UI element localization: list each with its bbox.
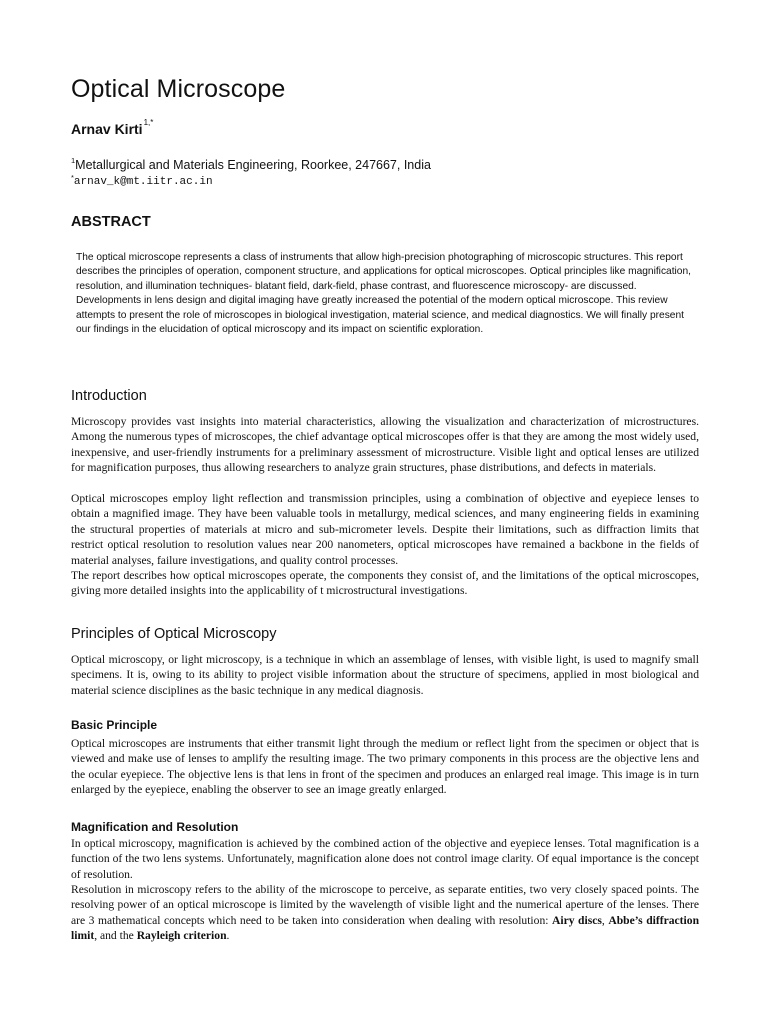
basic-principle-heading: Basic Principle [71, 718, 158, 732]
introduction-paragraph-1: Microscopy provides vast insights into material characteristics, allowing the visualization and characterization of microstructures. Among the numerous types of microscopes, the chief advantage optical microscopes offer is that they are among the most widely used, inexpensive, and user-friendly instruments for a preliminary assessment of microstructure. Visible light and optical lenses are utilized for magnification purposes, thus allowing researchers to analyze grain structures, phase distributions, and defects in materials. [71, 415, 699, 475]
separator-2: , and the [94, 929, 137, 943]
introduction-paragraph-3: The report describes how optical microscopes operate, the components they consist of, and the limitations of the optical microscopes, giving more detailed insights into the applicability of t microstructural investigations. [71, 569, 699, 598]
abstract-heading: ABSTRACT [71, 214, 151, 230]
term-airy-discs: Airy discs [552, 913, 602, 927]
email-line [71, 175, 213, 188]
abstract-text: The optical microscope represents a class of instruments that allow high-precision photographing of microscopic structures. This report describes the principles of operation, component structure, and applications for optical microscopes. Optical principles like magnification, resolution, and illumination techniques- blatant field, dark-field, phase contrast, and fluorescence microscopy- are discussed. Developments in lens design and digital imaging have greatly increased the potential of the modern optical microscope. This review attempts to present the role of microscopes in biological investigation, material science, and medical diagnostics. We will finally present our findings in the elucidation of optical microscopy and its impact on scientific exploration. [76, 252, 691, 336]
email-address[interactable]: arnav_k@mt.iitr.ac.in [73, 176, 213, 188]
separator-1: , [601, 913, 609, 927]
paper-title: Optical Microscope [71, 75, 286, 103]
affiliation-mark: 1 [71, 156, 76, 165]
principles-paragraph: Optical microscopy, or light microscopy, is a technique in which an assemblage of lenses, with visible light, is used to magnify small specimens. It is, owing to its ability to project visible information about the structure of specimens, applied in most biological and material science disciplines as the basic technique in any medical diagnosis. [71, 653, 699, 697]
magnification-text: Resolution in microscopy refers to the ability of the microscope to perceive, as separate entities, two very closely spaced points. The resolving power of an optical microscope is limited by the wavelength of visible light and the numerical aperture of the lenses. There are 3 mathematical concepts which need to be taken into consideration when dealing with resolution: [71, 883, 699, 927]
affiliation [71, 158, 431, 172]
affiliation-text: Metallurgical and Materials Engineering, Roorkee, 247667, India [75, 158, 431, 172]
principles-heading: Principles of Optical Microscopy [71, 626, 277, 642]
author-name: Arnav Kirti [71, 121, 143, 137]
introduction-heading: Introduction [71, 388, 147, 404]
author-marks: 1,* [143, 118, 154, 127]
author-line [71, 118, 154, 137]
magnification-paragraph-1: In optical microscopy, magnification is achieved by the combined action of the objective and eyepiece lenses. Total magnification is a function of the two lens systems. Unfortunately, magnification alone does not control image clarity. Of equal importance is the concept of resolution. [71, 837, 699, 881]
email-mark: * [71, 173, 74, 182]
magnification-paragraph-2 [71, 882, 699, 944]
sentence-end: . [226, 929, 230, 943]
basic-principle-paragraph: Optical microscopes are instruments that either transmit light through the medium or reflect light from the specimen or object that is viewed and make use of lenses to amplify the resulting image. The two primary components in this process are the objective lens and the ocular eyepiece. The objective lens is that lens in front of the specimen and produces an enlarged real image. This image is in turn enlarged by the eyepiece, enabling the observer to see an image greatly enlarged. [71, 737, 699, 797]
introduction-paragraph-2: Optical microscopes employ light reflection and transmission principles, using a combination of objective and eyepiece lenses to obtain a magnified image. They have been valuable tools in metallurgy, medical sciences, and many engineering fields in examining the structural properties of materials at micro and sub-micrometer levels. Despite their limitations, such as diffraction limits that restrict optical resolution to resolution values near 200 nanometers, optical microscopes have remained a backbone in the fields of material analyses, failure investigations, and quality control processes. [71, 492, 699, 567]
term-rayleigh-criterion: Rayleigh criterion [136, 929, 227, 943]
magnification-heading: Magnification and Resolution [71, 820, 239, 834]
term-abbe-limit: Abbe’s diffraction limit [71, 913, 700, 943]
